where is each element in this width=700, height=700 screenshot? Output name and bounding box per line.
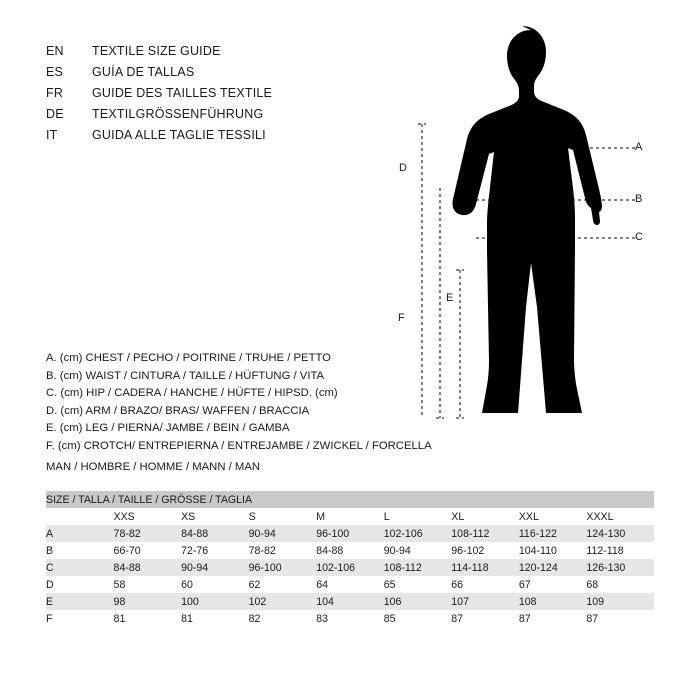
cell-c-xs: 90-94 [181, 559, 249, 576]
cell-a-xxl: 116-122 [519, 525, 587, 542]
cell-c-s: 96-100 [249, 559, 317, 576]
cell-f-xxs: 81 [114, 610, 182, 627]
cell-b-xs: 72-76 [181, 542, 249, 559]
cell-d-l: 65 [384, 576, 452, 593]
language-row [46, 44, 376, 65]
row-label-d: D [46, 576, 114, 593]
cell-c-xxxl: 126-130 [586, 559, 654, 576]
column-header-s: S [249, 508, 317, 525]
table-row [46, 610, 654, 627]
cell-f-xxl: 87 [519, 610, 587, 627]
legend-line-b: B. (cm) WAIST / CINTURA / TAILLE / HÜFTUNG / VITA [46, 369, 325, 382]
marker-label-c: C [635, 231, 643, 243]
legend-line-a: A. (cm) CHEST / PECHO / POITRINE / TRUHE / PETTO [46, 352, 331, 364]
cell-b-xl: 96-102 [451, 542, 519, 559]
language-row [46, 128, 376, 149]
language-code: EN [46, 44, 64, 58]
row-label-e: E [46, 593, 114, 610]
column-header-xxxl: XXXL [586, 508, 654, 525]
table-header-row [46, 508, 654, 525]
marker-label-b: B [635, 193, 643, 205]
row-label-b: B [46, 542, 114, 559]
marker-label-a: A [635, 141, 643, 153]
cell-e-xs: 100 [181, 593, 249, 610]
table-title: SIZE / TALLA / TAILLE / GRÖSSE / TAGLIA [46, 491, 654, 508]
row-label-c: C [46, 559, 114, 576]
table-row [46, 559, 654, 576]
cell-d-xs: 60 [181, 576, 249, 593]
cell-c-xl: 114-118 [451, 559, 519, 576]
language-code: DE [46, 107, 64, 121]
cell-f-m: 83 [316, 610, 384, 627]
legend-line-f: F. (cm) CROTCH/ ENTREPIERNA / ENTREJAMBE / ZWICKEL / FORCELLA [46, 439, 432, 452]
marker-label-d: D [399, 162, 407, 174]
cell-e-xl: 107 [451, 593, 519, 610]
gender-label: MAN / HOMBRE / HOMME / MANN / MAN [46, 461, 261, 473]
legend-block [46, 350, 466, 456]
cell-d-s: 62 [249, 576, 317, 593]
legend-line-c: C. (cm) HIP / CADERA / HANCHE / HÜFTE / HIPSD. (cm) [46, 387, 338, 400]
cell-e-s: 102 [249, 593, 317, 610]
row-label-a: A [46, 525, 114, 542]
cell-f-s: 82 [249, 610, 317, 627]
header-corner [46, 508, 114, 525]
cell-a-s: 90-94 [249, 525, 317, 542]
table-row [46, 525, 654, 542]
cell-d-xl: 66 [451, 576, 519, 593]
cell-d-xxxl: 68 [586, 576, 654, 593]
table-row [46, 593, 654, 610]
cell-d-xxl: 67 [519, 576, 587, 593]
column-header-m: M [316, 508, 384, 525]
cell-c-m: 102-106 [316, 559, 384, 576]
marker-label-e: E [446, 292, 454, 304]
language-code: ES [46, 65, 64, 79]
cell-a-xxxl: 124-130 [586, 525, 654, 542]
cell-c-l: 108-112 [384, 559, 452, 576]
cell-c-xxl: 120-124 [519, 559, 587, 576]
language-row [46, 86, 376, 107]
language-title-block [46, 44, 376, 149]
column-header-xl: XL [451, 508, 519, 525]
cell-e-xxs: 98 [114, 593, 182, 610]
column-header-xxl: XXL [519, 508, 587, 525]
language-row [46, 65, 376, 86]
cell-b-m: 84-88 [316, 542, 384, 559]
column-header-xs: XS [181, 508, 249, 525]
table-title-row [46, 491, 654, 508]
cell-d-m: 64 [316, 576, 384, 593]
cell-a-m: 96-100 [316, 525, 384, 542]
cell-d-xxs: 58 [114, 576, 182, 593]
cell-b-l: 90-94 [384, 542, 452, 559]
language-title: GUÍA DE TALLAS [92, 65, 195, 79]
language-code: IT [46, 128, 58, 142]
cell-b-s: 78-82 [249, 542, 317, 559]
language-title: TEXTILE SIZE GUIDE [92, 44, 221, 58]
size-table-wrap [46, 491, 654, 627]
cell-b-xxs: 66-70 [114, 542, 182, 559]
cell-b-xxxl: 112-118 [586, 542, 654, 559]
cell-f-xs: 81 [181, 610, 249, 627]
language-row [46, 107, 376, 128]
cell-e-xxl: 108 [519, 593, 587, 610]
column-header-l: L [384, 508, 452, 525]
row-label-f: F [46, 610, 114, 627]
language-title: GUIDE DES TAILLES TEXTILE [92, 86, 273, 100]
cell-e-l: 106 [384, 593, 452, 610]
size-table [46, 491, 654, 627]
language-title: TEXTILGRÖSSENFÜHRUNG [92, 107, 264, 121]
language-code: FR [46, 86, 64, 100]
language-title: GUIDA ALLE TAGLIE TESSILI [92, 128, 266, 142]
cell-f-l: 85 [384, 610, 452, 627]
column-header-xxs: XXS [114, 508, 182, 525]
marker-label-f: F [398, 312, 405, 324]
table-row [46, 542, 654, 559]
table-row [46, 576, 654, 593]
legend-line-e: E. (cm) LEG / PIERNA/ JAMBE / BEIN / GAMBA [46, 422, 290, 435]
cell-a-xxs: 78-82 [114, 525, 182, 542]
cell-f-xl: 87 [451, 610, 519, 627]
cell-a-xl: 108-112 [451, 525, 519, 542]
cell-b-xxl: 104-110 [519, 542, 587, 559]
cell-e-xxxl: 109 [586, 593, 654, 610]
cell-f-xxxl: 87 [586, 610, 654, 627]
cell-c-xxs: 84-88 [114, 559, 182, 576]
cell-e-m: 104 [316, 593, 384, 610]
cell-a-l: 102-106 [384, 525, 452, 542]
cell-a-xs: 84-88 [181, 525, 249, 542]
legend-line-d: D. (cm) ARM / BRAZO/ BRAS/ WAFFEN / BRACCIA [46, 404, 310, 417]
